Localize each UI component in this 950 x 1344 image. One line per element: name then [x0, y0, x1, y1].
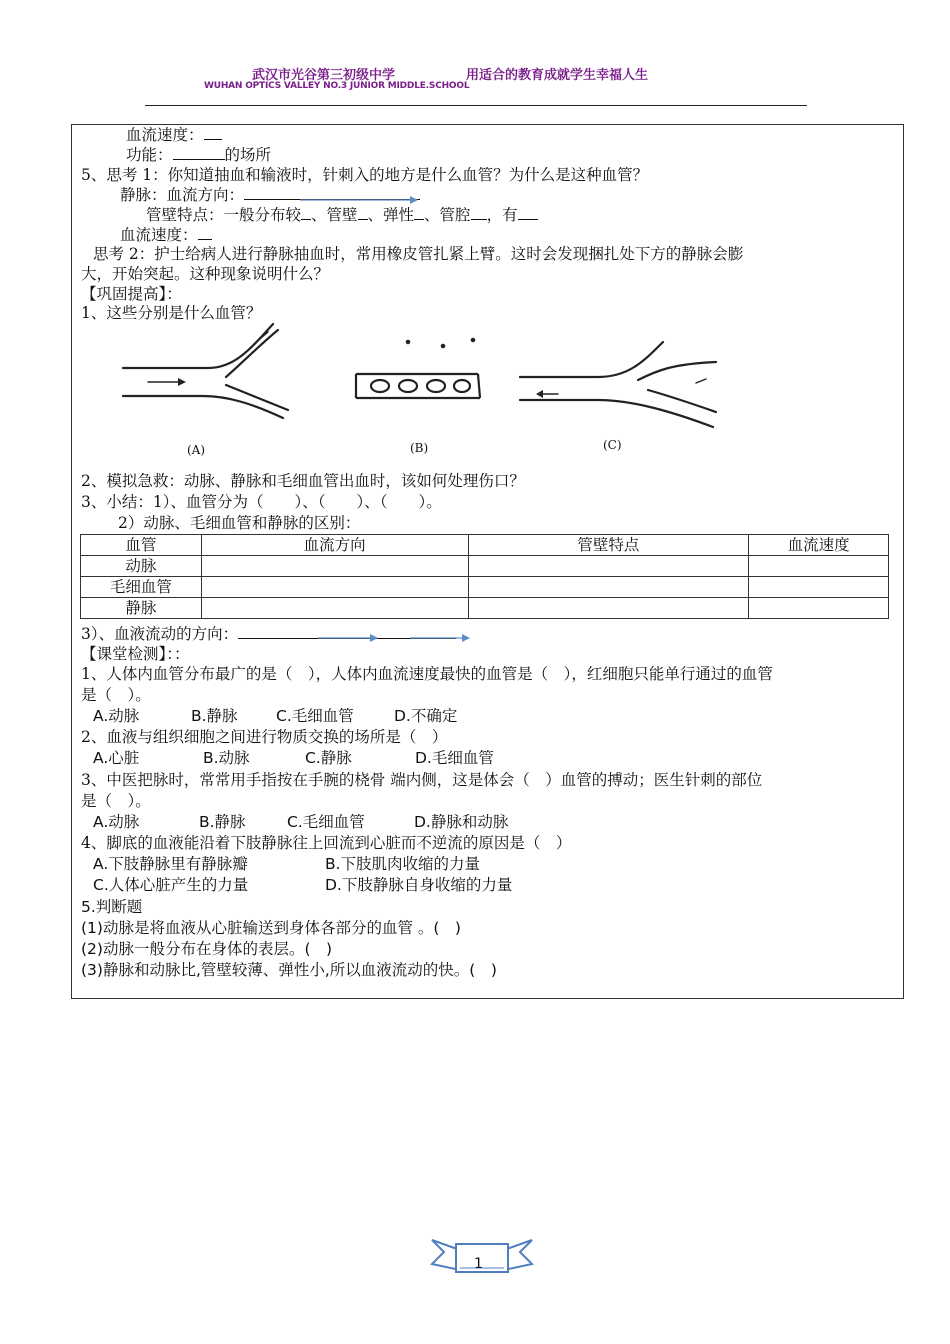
- think-2-line2: 大，开始突起。这种现象说明什么？: [81, 265, 330, 283]
- check-2: 2、血液与组织细胞之间进行物质交换的场所是（ ）: [81, 728, 448, 746]
- table-row: [81, 577, 889, 598]
- option: D.毛细血管: [415, 749, 494, 767]
- check-3-line2: 是（ ）。: [81, 792, 151, 810]
- figure-label-c: (C): [603, 438, 622, 452]
- table-row: [81, 598, 889, 619]
- school-name: 武汉市光谷第三初级中学: [252, 68, 396, 83]
- blank: [204, 125, 222, 140]
- table-row-label: 动脉: [81, 556, 202, 577]
- table-header: 血管: [81, 535, 202, 556]
- option: C.静脉: [305, 749, 352, 767]
- option: A.动脉: [93, 813, 140, 831]
- question-3-2: 2）动脉、毛细血管和静脉的区别：: [118, 514, 361, 532]
- figure-label-b: (B): [410, 441, 429, 455]
- think-1: 5、思考 1：你知道抽血和输液时，针刺入的地方是什么血管？为什么是这种血管？: [81, 166, 649, 184]
- check-1-line1: 1、人体内血管分布最广的是（ ），人体内血流速度最快的血管是（ ），红细胞只能单行通过的血管: [81, 665, 773, 683]
- question-1: 1、这些分别是什么血管？: [81, 304, 262, 322]
- check-3-line1: 3、中医把脉时，常常用手指按在手腕的桡骨 端内侧，这是体会（ ）血管的搏动；医生针刺的部位: [81, 771, 763, 789]
- question-2: 2、模拟急救：动脉、静脉和毛细血管出血时，该如何处理伤口？: [81, 472, 525, 490]
- option: A.下肢静脉里有静脉瓣: [93, 855, 248, 873]
- table-header: 血流方向: [201, 535, 468, 556]
- option: D.静脉和动脉: [414, 813, 509, 831]
- check-1-line2: 是（ ）。: [81, 686, 151, 704]
- option: C.人体心脏产生的力量: [93, 876, 249, 894]
- option: C.毛细血管: [287, 813, 365, 831]
- check-4: 4、脚底的血液能沿着下肢静脉往上回流到心脏而不逆流的原因是（ ）: [81, 834, 572, 852]
- judgement-item: (2)动脉一般分布在身体的表层。( ): [81, 940, 333, 958]
- question-3: 3、小结：1）、血管分为（ ）、（ ）、（ ）。: [81, 493, 442, 511]
- table-row-label: 静脉: [81, 598, 202, 619]
- school-name-en: WUHAN OPTICS VALLEY NO.3 JUNIOR MIDDLE.SCHOOL: [204, 81, 470, 91]
- vessel-comparison-table: [80, 534, 889, 619]
- table-header-row: [81, 535, 889, 556]
- option: C.毛细血管: [276, 707, 354, 725]
- figure-a-artery: [123, 324, 288, 418]
- section-consolidate: 【巩固提高】：: [81, 285, 182, 303]
- flow-arrow: [300, 195, 420, 205]
- vein-speed-line: 血流速度：: [120, 225, 212, 245]
- table-header: 管壁特点: [468, 535, 749, 556]
- option: B.静脉: [191, 707, 238, 725]
- table-row: [81, 556, 889, 577]
- vein-wall-line: 管壁特点：一般分布较 、管壁 、弹性 、管腔 ，有: [146, 205, 538, 225]
- option: D.不确定: [394, 707, 458, 725]
- capillary-function-line: 功能： 的场所: [126, 146, 272, 164]
- table-header: 血流速度: [749, 535, 889, 556]
- think-2-line1: 思考 2：护士给病人进行静脉抽血时，常用橡皮管扎紧上臂。这时会发现捆扎处下方的静脉会膨: [93, 245, 744, 263]
- figure-label-a: (A): [187, 443, 206, 457]
- page-number: 1: [474, 1256, 483, 1272]
- school-motto: 用适合的教育成就学生幸福人生: [466, 68, 649, 83]
- option: D.下肢静脉自身收缩的力量: [325, 876, 513, 894]
- option: A.动脉: [93, 707, 140, 725]
- option: A.心脏: [93, 749, 140, 767]
- blank: [173, 145, 225, 160]
- option: B.下肢肌肉收缩的力量: [325, 855, 481, 873]
- question-3-3: 3）、血液流动的方向：: [81, 624, 456, 644]
- section-class-check: 【课堂检测】：：: [81, 645, 190, 663]
- header-divider: [145, 105, 807, 106]
- check-5-title: 5.判断题: [81, 898, 143, 916]
- judgement-item: (3)静脉和动脉比,管壁较薄、弹性小,所以血液流动的快。( ): [81, 961, 497, 979]
- table-row-label: 毛细血管: [81, 577, 202, 598]
- vein-direction-line: 静脉：血流方向：: [120, 185, 420, 205]
- option: B.静脉: [199, 813, 246, 831]
- option: B.动脉: [203, 749, 250, 767]
- figure-b-capillary: [356, 339, 480, 398]
- judgement-item: (1)动脉是将血液从心脏输送到身体各部分的血管 。( ): [81, 919, 461, 937]
- flow-arrows: [318, 633, 518, 643]
- capillary-speed-line: 血流速度：: [126, 125, 222, 145]
- figure-c-vein: [520, 342, 716, 427]
